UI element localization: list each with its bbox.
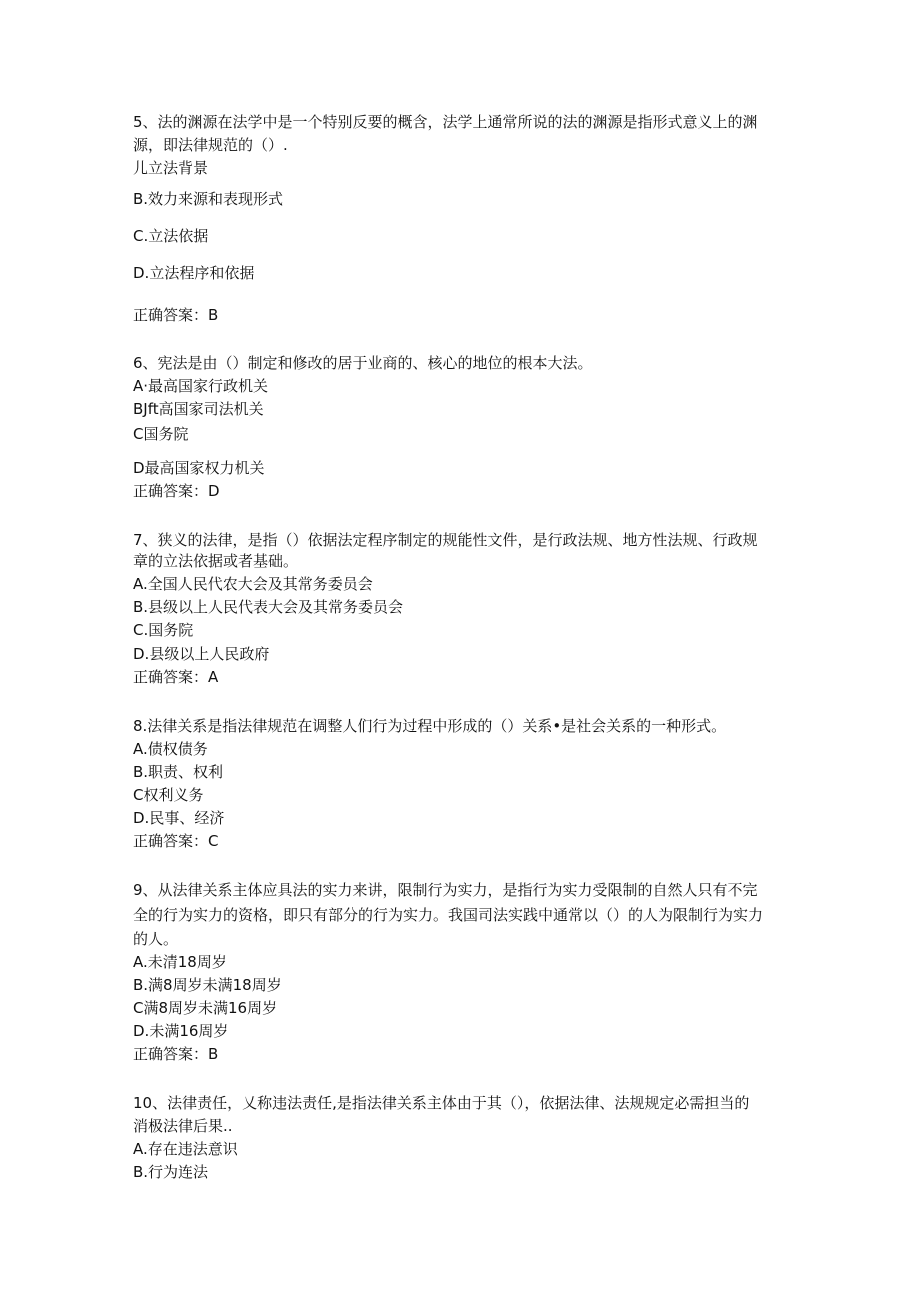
question-10-option-b: B.行为连法 (133, 1163, 209, 1181)
question-8-option-c: C权利义务 (133, 786, 204, 804)
question-5-option-a: 儿立法背景 (133, 159, 209, 177)
question-9-option-c: C满8周岁未满16周岁 (133, 999, 278, 1017)
question-7-answer: 正确答案：A (133, 668, 219, 686)
question-7-stem-line-2: 章的立法依据或者基础。 (133, 552, 299, 570)
question-8-option-b: B.职责、权利 (133, 763, 224, 781)
question-9-stem-line-3: 的人。 (133, 930, 179, 948)
question-9-stem-line-2: 全的行为实力的资格，即只有部分的行为实力。我国司法实践中通常以（）的人为限制行为实力 (133, 906, 764, 924)
question-9-option-a: A.未清18周岁 (133, 953, 227, 971)
question-7-option-d: D.县级以上人民政府 (133, 645, 270, 663)
question-7-option-b: B.县级以上人民代表大会及其常务委员会 (133, 598, 404, 616)
question-6-answer: 正确答案：D (133, 482, 220, 500)
question-5-option-d: D.立法程序和依据 (133, 264, 255, 282)
question-5-stem-line-1: 5、法的渊源在法学中是一个特别反要的概含，法学上通常所说的法的渊源是指形式意义上的渊 (133, 113, 758, 131)
question-9-stem-line-1: 9、从法律关系主体应具法的实力来讲，限制行为实力，是指行为实力受限制的自然人只有不完 (133, 881, 758, 899)
question-8-option-a: A.债权债务 (133, 740, 208, 758)
question-6-option-d: D最高国家权力机关 (133, 459, 265, 477)
question-5-answer: 正确答案：B (133, 306, 219, 324)
question-5-option-c: C.立法依据 (133, 227, 209, 245)
question-10-stem-line-2: 消极法律后果.. (133, 1117, 233, 1135)
question-10-option-a: A.存在违法意识 (133, 1140, 238, 1158)
question-8-stem-line-1: 8.法律关系是指法律规范在调整人们行为过程中形成的（）关系•是社会关系的一种形式。 (133, 717, 727, 735)
question-9-answer: 正确答案：B (133, 1045, 219, 1063)
question-7-option-a: A.全国人民代农大会及其常务委员会 (133, 575, 373, 593)
question-5-stem-line-2: 源，即法律规范的（）. (133, 136, 288, 154)
question-8-option-d: D.民事、经济 (133, 809, 225, 827)
question-10-stem-line-1: 10、法律责任，乂称违法责任,是指法律关系主体由于其（），依据法律、法规规定必需担当的 (133, 1094, 750, 1112)
question-9-option-b: B.满8周岁未满18周岁 (133, 976, 282, 994)
question-8-answer: 正确答案：C (133, 832, 219, 850)
question-6-option-a: A·最高国家行政机关 (133, 377, 269, 395)
question-6-stem-line-1: 6、宪法是由（）制定和修改的居于业商的、核心的地位的根本大法。 (133, 354, 593, 372)
question-9-option-d: D.未满16周岁 (133, 1022, 229, 1040)
question-7-option-c: C.国务院 (133, 621, 194, 639)
question-6-option-b: BJft高国家司法机关 (133, 400, 264, 418)
question-7-stem-line-1: 7、狭义的法律，是指（）依据法定程序制定的规能性文件，是行政法规、地方性法规、行政规 (133, 531, 758, 549)
question-5-option-b: B.效力来源和表现形式 (133, 190, 284, 208)
question-6-option-c: C国务院 (133, 425, 189, 443)
